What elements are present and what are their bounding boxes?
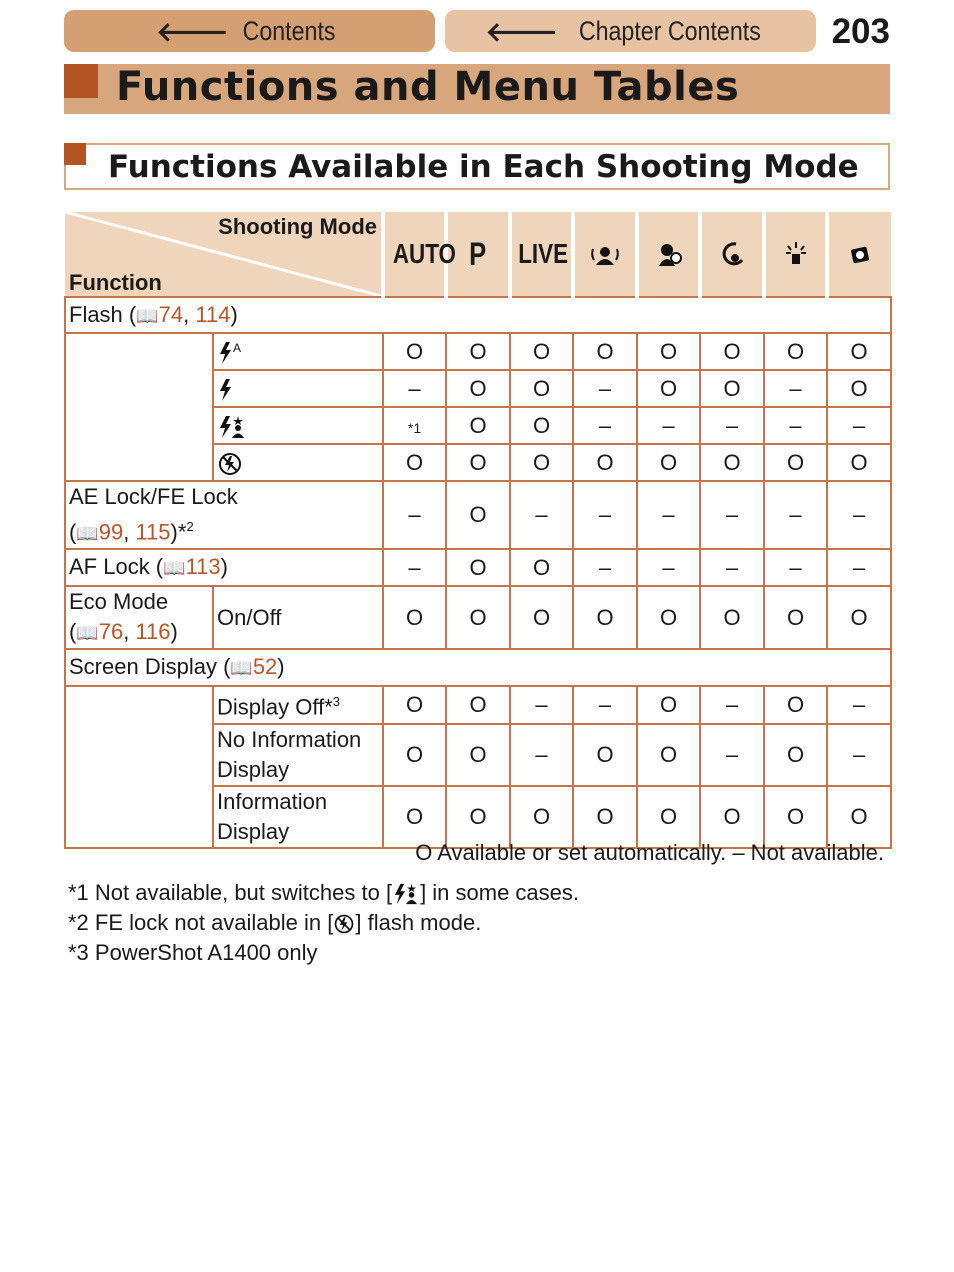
page-link[interactable]: 52 bbox=[252, 654, 278, 680]
cell: O bbox=[700, 786, 764, 848]
flash-row: Flash (📖74, 114) bbox=[65, 297, 891, 333]
cell: O bbox=[383, 686, 446, 723]
cell: O bbox=[446, 481, 510, 549]
function-table bbox=[64, 212, 892, 849]
cell: – bbox=[764, 481, 827, 549]
cell: O bbox=[510, 786, 573, 848]
cell: O bbox=[510, 370, 573, 407]
cell: O bbox=[383, 586, 446, 649]
footnote-2: *2 FE lock not available in [ ] flash mode. bbox=[68, 910, 482, 935]
cell: *1 bbox=[383, 407, 446, 444]
shooting-mode-label: Shooting Mode bbox=[218, 214, 377, 239]
cell: O bbox=[510, 407, 573, 444]
footnote-3: *3 PowerShot A1400 only bbox=[68, 940, 318, 965]
cell: – bbox=[573, 370, 637, 407]
flash-auto-icon bbox=[213, 333, 383, 370]
cell: O bbox=[510, 444, 573, 481]
cell: O bbox=[637, 724, 700, 786]
flash-off-icon bbox=[213, 444, 383, 481]
cell: – bbox=[764, 407, 827, 444]
function-label: Function bbox=[69, 270, 162, 295]
cell: O bbox=[827, 786, 891, 848]
table-corner bbox=[65, 212, 383, 297]
cell: O bbox=[446, 407, 510, 444]
page-link[interactable]: 113 bbox=[185, 554, 221, 580]
cell: – bbox=[700, 724, 764, 786]
mode-program: P bbox=[446, 212, 510, 297]
screen-spacer bbox=[65, 686, 213, 847]
book-icon: 📖 bbox=[76, 523, 99, 544]
cell: – bbox=[700, 407, 764, 444]
cell: O bbox=[764, 586, 827, 649]
cell: O bbox=[637, 333, 700, 370]
cell: O bbox=[764, 444, 827, 481]
cell: – bbox=[383, 549, 446, 586]
cell: – bbox=[573, 481, 637, 549]
cell: – bbox=[827, 549, 891, 586]
cell: – bbox=[827, 686, 891, 723]
book-icon: 📖 bbox=[76, 623, 99, 644]
arrow-left-icon: 🡐 bbox=[156, 16, 229, 47]
flash-off-icon bbox=[333, 913, 355, 935]
cell: O bbox=[573, 724, 637, 786]
face-self-timer-icon bbox=[637, 212, 700, 297]
footnote-1: *1 Not available, but switches to [ ] in some cases. bbox=[68, 880, 580, 905]
subtitle-marker bbox=[64, 143, 86, 165]
information-display-label: Information Display bbox=[213, 786, 383, 848]
page-number: 203 bbox=[831, 12, 890, 51]
cell: O bbox=[637, 370, 700, 407]
cell: O bbox=[446, 370, 510, 407]
cell: O bbox=[446, 786, 510, 848]
cell: O bbox=[510, 333, 573, 370]
cell: O bbox=[700, 444, 764, 481]
cell: – bbox=[827, 481, 891, 549]
arrow-left-icon: 🡐 bbox=[485, 16, 558, 47]
cell: – bbox=[383, 481, 446, 549]
cell: O bbox=[573, 444, 637, 481]
page-link[interactable]: 76 bbox=[98, 619, 124, 645]
table-row bbox=[65, 586, 891, 649]
cell: O bbox=[764, 786, 827, 848]
cell: – bbox=[637, 481, 700, 549]
cell: – bbox=[573, 407, 637, 444]
cell: O bbox=[383, 786, 446, 848]
table-row bbox=[65, 549, 891, 586]
mode-auto: AUTO bbox=[383, 212, 446, 297]
page-link[interactable]: 116 bbox=[135, 619, 171, 645]
cell: O bbox=[637, 686, 700, 723]
svg-text:A: A bbox=[233, 340, 242, 355]
cell: O bbox=[637, 786, 700, 848]
book-icon: 📖 bbox=[230, 658, 253, 679]
slow-sync-icon bbox=[213, 407, 383, 444]
portrait-mode-icon bbox=[573, 212, 637, 297]
cell: O bbox=[764, 686, 827, 723]
cell: O bbox=[700, 370, 764, 407]
page-title: Functions and Menu Tables bbox=[116, 64, 740, 110]
table-row bbox=[65, 333, 891, 370]
cell: – bbox=[573, 549, 637, 586]
flash-spacer bbox=[65, 333, 213, 481]
cell: O bbox=[446, 686, 510, 723]
legend: O Available or set automatically. – Not available. bbox=[415, 840, 884, 865]
chapter-contents-label: Chapter Contents bbox=[578, 15, 761, 46]
cell: O bbox=[827, 370, 891, 407]
cell: – bbox=[383, 370, 446, 407]
cell: – bbox=[764, 549, 827, 586]
flash-on-icon bbox=[213, 370, 383, 407]
cell: O bbox=[446, 444, 510, 481]
cell: O bbox=[446, 549, 510, 586]
camera-shake-icon bbox=[827, 212, 891, 297]
book-icon: 📖 bbox=[136, 305, 159, 326]
cell: – bbox=[700, 686, 764, 723]
cell: O bbox=[827, 586, 891, 649]
cell: – bbox=[827, 407, 891, 444]
cell: O bbox=[700, 333, 764, 370]
cell: O bbox=[573, 786, 637, 848]
low-light-icon bbox=[700, 212, 764, 297]
eco-mode-label: Eco Mode (📖76, 116) bbox=[65, 586, 213, 649]
contents-button[interactable] bbox=[64, 10, 435, 52]
cell: O bbox=[383, 724, 446, 786]
display-off-label: Display Off*$^3$ bbox=[213, 686, 383, 723]
cell: O bbox=[827, 333, 891, 370]
cell: O bbox=[446, 586, 510, 649]
cell: – bbox=[510, 481, 573, 549]
fireworks-icon bbox=[764, 212, 827, 297]
chapter-contents-button[interactable] bbox=[445, 10, 816, 52]
contents-label: Contents bbox=[242, 15, 336, 46]
cell: O bbox=[637, 444, 700, 481]
page-link[interactable]: 74 bbox=[158, 301, 184, 327]
mode-live: LIVE bbox=[510, 212, 573, 297]
cell: – bbox=[764, 370, 827, 407]
page-link[interactable]: 114 bbox=[195, 301, 231, 327]
cell: – bbox=[637, 549, 700, 586]
cell: – bbox=[510, 686, 573, 723]
cell: O bbox=[446, 724, 510, 786]
table-row bbox=[65, 481, 891, 549]
cell: O bbox=[510, 549, 573, 586]
page-link[interactable]: 99 bbox=[98, 519, 124, 545]
cell: O bbox=[573, 586, 637, 649]
cell: O bbox=[637, 586, 700, 649]
book-icon: 📖 bbox=[163, 558, 186, 579]
cell: O bbox=[510, 586, 573, 649]
cell: O bbox=[383, 444, 446, 481]
cell: – bbox=[573, 686, 637, 723]
cell: – bbox=[510, 724, 573, 786]
cell: – bbox=[700, 481, 764, 549]
slow-sync-icon bbox=[392, 882, 420, 906]
ae-lock-label: AE Lock/FE Lock (📖99, 115)*$^2$ bbox=[65, 481, 383, 549]
cell: – bbox=[827, 724, 891, 786]
eco-on-off: On/Off bbox=[213, 586, 383, 649]
page-link[interactable]: 115 bbox=[135, 519, 171, 545]
cell: O bbox=[827, 444, 891, 481]
no-information-display-label: No Information Display bbox=[213, 724, 383, 786]
cell: – bbox=[637, 407, 700, 444]
section-title: Functions Available in Each Shooting Mode bbox=[108, 149, 859, 185]
title-marker bbox=[64, 64, 98, 98]
cell: O bbox=[573, 333, 637, 370]
cell: O bbox=[383, 333, 446, 370]
cell: O bbox=[446, 333, 510, 370]
af-lock-label: AF Lock (📖113) bbox=[65, 549, 383, 586]
cell: O bbox=[764, 724, 827, 786]
cell: O bbox=[700, 586, 764, 649]
cell: – bbox=[700, 549, 764, 586]
table-row bbox=[65, 686, 891, 723]
cell: O bbox=[764, 333, 827, 370]
screen-display-row: Screen Display (📖52) bbox=[65, 649, 891, 686]
